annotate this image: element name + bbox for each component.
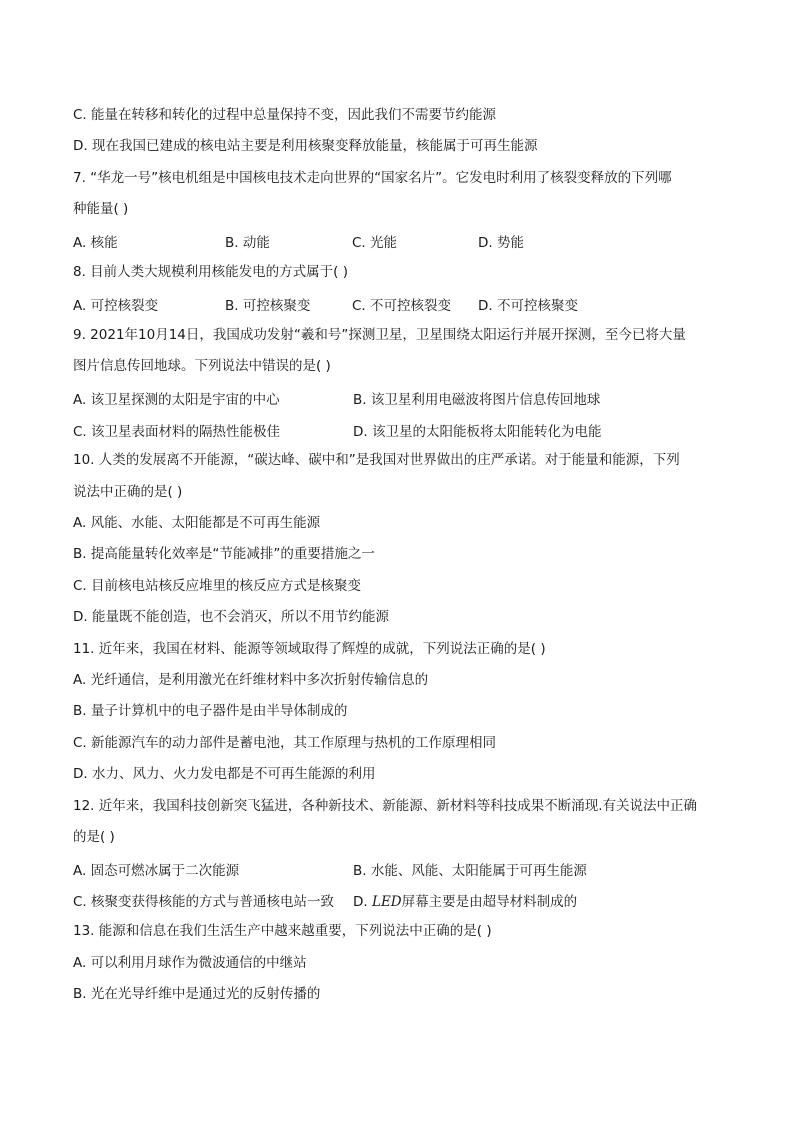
q12-option-b: B. 水能、风能、太阳能属于可再生能源 [353,863,587,880]
q9-option-b: B. 该卫星利用电磁波将图片信息传回地球 [353,392,601,409]
q12-option-d-prefix: D. [353,894,372,911]
q10-option-b: B. 提高能量转化效率是“节能减排”的重要措施之一 [73,546,375,563]
q12-option-d [353,890,577,910]
q9-stem-line2: 图片信息传回地球。下列说法中错误的是( ) [73,358,331,375]
q13-option-a: A. 可以利用月球作为微波通信的中继站 [73,954,307,971]
q8-option-b: B. 可控核聚变 [225,298,311,315]
document-page [73,100,733,1010]
q12-option-c: C. 核聚变获得核能的方式与普通核电站一致 [73,894,335,911]
q6-option-d: D. 现在我国已建成的核电站主要是利用核聚变释放能量，核能属于可再生能源 [73,138,538,155]
q8-option-a: A. 可控核裂变 [73,298,159,315]
q10-stem-line2: 说法中正确的是( ) [73,483,183,500]
q10-stem-line1: 10. 人类的发展离不开能源，“碳达峰、碳中和”是我国对世界做出的庄严承诺。对于能量和能源，下列 [73,452,680,469]
q11-stem: 11. 近年来，我国在材料、能源等领域取得了辉煌的成就，下列说法正确的是( ) [73,640,546,657]
q9-options-row2 [73,414,733,445]
q12-stem-line2: 的是( ) [73,828,115,845]
q7-option-d: D. 势能 [478,235,524,252]
q11-option-d: D. 水力、风力、火力发电都是不可再生能源的利用 [73,766,376,783]
q13-option-b: B. 光在光导纤维中是通过光的反射传播的 [73,985,321,1002]
q7-stem-line1: 7. “华龙一号”核电机组是中国核电技术走向世界的“国家名片”。它发电时利用了核裂变释放的下列哪 [73,169,672,186]
q6-option-c: C. 能量在转移和转化的过程中总量保持不变，因此我们不需要节约能源 [73,107,497,123]
q12-option-d-text: 屏幕主要是由超导材料制成的 [401,894,578,911]
q9-stem-line1: 9. 2021年10月14日，我国成功发射“羲和号”探测卫星，卫星围绕太阳运行并展开探测，至今已将大量 [73,326,686,343]
q8-stem: 8. 目前人类大规模利用核能发电的方式属于( ) [73,263,348,280]
q12-option-a: A. 固态可燃冰属于二次能源 [73,863,240,880]
q12-option-d-led: LED [371,894,402,911]
q9-options-row1 [73,383,733,414]
q7-options [73,226,733,257]
q8-option-c: C. 不可控核裂变 [352,298,452,315]
q10-option-c: C. 目前核电站核反应堆里的核反应方式是核聚变 [73,577,362,594]
q12-options-row1 [73,853,733,884]
q10-option-a: A. 风能、水能、太阳能都是不可再生能源 [73,515,321,532]
q7-option-a: A. 核能 [73,235,118,252]
q7-stem-line2: 种能量( ) [73,201,129,218]
q8-option-d: D. 不可控核聚变 [478,298,578,315]
q11-option-a: A. 光纤通信，是利用激光在纤维材料中多次折射传输信息的 [73,672,429,689]
q9-option-c: C. 该卫星表面材料的隔热性能极佳 [73,423,281,440]
q7-option-c: C. 光能 [352,235,398,252]
q12-options-row2 [73,885,733,916]
q11-option-b: B. 量子计算机中的电子器件是由半导体制成的 [73,703,348,720]
q9-option-d: D. 该卫星的太阳能板将太阳能转化为电能 [353,423,602,440]
q10-option-d: D. 能量既不能创造，也不会消灭，所以不用节约能源 [73,609,389,626]
q9-option-a: A. 该卫星探测的太阳是宇宙的中心 [73,392,280,409]
q12-stem-line1: 12. 近年来，我国科技创新突飞猛进，各种新技术、新能源、新材料等科技成果不断涌现.有关说法中正确 [73,797,698,814]
q13-stem: 13. 能源和信息在我们生活生产中越来越重要，下列说法中正确的是( ) [73,923,492,940]
q8-options [73,288,733,319]
q7-option-b: B. 动能 [225,235,270,252]
q11-option-c: C. 新能源汽车的动力部件是蓄电池，其工作原理与热机的工作原理相同 [73,734,497,751]
